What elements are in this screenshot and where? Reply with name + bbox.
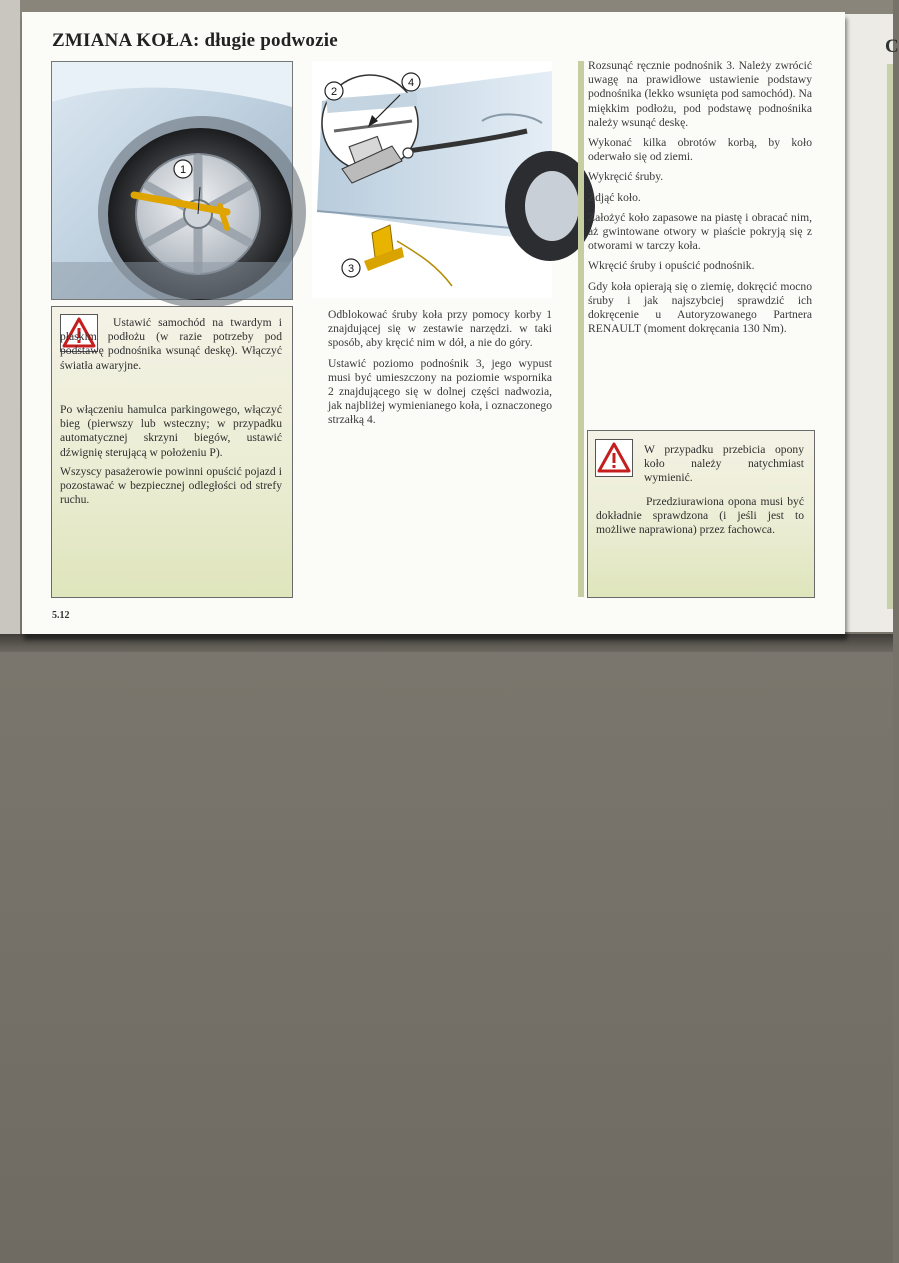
warning-right-paragraph-2: Przedziurawiona opona musi być dokładnie sprawdzona (i jeśli jest to możliwe naprawiona) przez fachowca. — [596, 495, 804, 537]
next-page-title-fragment: C — [885, 36, 899, 57]
right-paragraph-5: Założyć koło zapasowe na piastę i obracać nim, aż gwintowane otwory w piaście pokryją się z otworami w tarczy koła. — [588, 210, 812, 253]
warning-right-paragraph-1: W przypadku przebicia opony koło należy natychmiast wymienić. — [644, 443, 804, 485]
right-column — [588, 59, 812, 342]
right-paragraph-6: Wkręcić śruby i opuścić podnośnik. — [588, 259, 755, 273]
callout-3-label: 3 — [347, 263, 355, 275]
page-number: 5.12 — [52, 610, 70, 621]
warning-left-paragraph-3: Wszyscy pasażerowie powinni opuścić pojazd i pozostawać w bezpiecznej odległości od strefy ruchu. — [60, 464, 282, 507]
wheel-illustration — [52, 62, 292, 299]
warning-left-paragraph-1: Ustawić samochód na twardym i płaskim podłożu (w razie potrzeby pod podstawę podnośnika wsunąć deskę). Włączyć światła awaryjne. — [60, 316, 282, 372]
next-page-side-bar — [887, 64, 893, 609]
middle-paragraph-2: Ustawić poziomo podnośnik 3, jego wypust musi być umieszczony na poziomie wspornika 2 znajdującego się w dolnej części nadwozia, jak najbliżej wymienianego koła, i oznaczonego strzałką 4. — [328, 356, 552, 427]
right-paragraph-4: Zdjąć koło. — [588, 190, 641, 204]
right-side-bar — [578, 61, 584, 597]
left-page-edge — [0, 0, 20, 640]
jack-illustration — [312, 61, 552, 298]
middle-column — [328, 308, 552, 434]
jack-photo — [312, 61, 552, 298]
callout-1-label: 1 — [179, 164, 187, 176]
right-paragraph-7: Gdy koła opierają się o ziemię, dokręcić mocno śruby i jak najszybciej sprawdzić ich dokręcenie u Autoryzowanego Partnera RENAULT (moment dokręcania 130 Nm). — [588, 279, 812, 336]
right-paragraph-1: Rozsunąć ręcznie podnośnik 3. Należy zwrócić uwagę na prawidłowe ustawienie podstawy podnośnika (lekko wsunięta pod samochód). Na miękkim podłożu, pod podstawę podnośnika należy wsunąć deskę. — [588, 59, 812, 129]
page-shadow — [0, 634, 893, 652]
callout-4-label: 4 — [407, 77, 415, 89]
page-title: ZMIANA KOŁA: długie podwozie — [52, 30, 338, 51]
warning-triangle-icon — [595, 439, 633, 477]
warning-left-paragraph-2: Po włączeniu hamulca parkingowego, włączyć bieg (pierwszy lub wsteczny; w przypadku automatycznej skrzyni biegów, ustawić dźwignię sterującą w położeniu P). — [60, 403, 282, 459]
warning-box-left — [51, 306, 293, 598]
next-page-edge — [845, 14, 899, 632]
wheel-photo — [51, 61, 293, 300]
middle-paragraph-1: Odblokować śruby koła przy pomocy korby 1 znajdującej się w zestawie narzędzi. w taki sposób, aby kręcić nim w dół, a nie do góry. — [328, 308, 552, 350]
callout-2-label: 2 — [330, 86, 338, 98]
right-paragraph-2: Wykonać kilka obrotów korbą, by koło oderwało się od ziemi. — [588, 136, 812, 164]
manual-page — [22, 12, 845, 634]
right-paragraph-3: Wykręcić śruby. — [588, 170, 664, 184]
warning-box-right — [587, 430, 815, 598]
